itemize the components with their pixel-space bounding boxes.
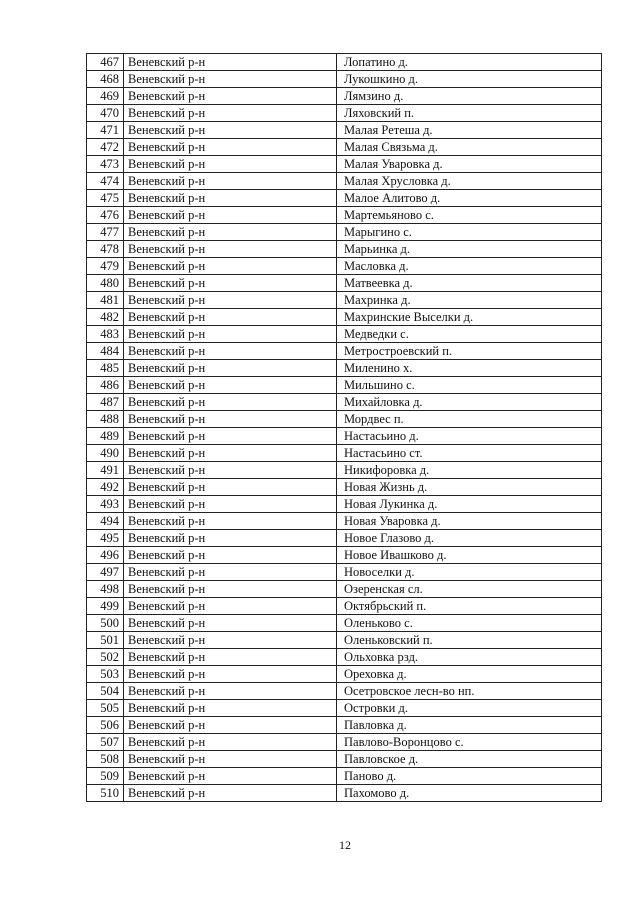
table-row [87, 207, 602, 224]
table-row [87, 122, 602, 139]
settlement-cell: Оленьково с. [337, 615, 602, 632]
table-row [87, 326, 602, 343]
row-number-cell: 495 [87, 530, 124, 547]
settlement-cell: Марыгино с. [337, 224, 602, 241]
table-row [87, 173, 602, 190]
table-row [87, 139, 602, 156]
table-row [87, 156, 602, 173]
settlement-cell: Лопатино д. [337, 54, 602, 71]
settlement-cell: Ореховка д. [337, 666, 602, 683]
table-row [87, 258, 602, 275]
settlement-cell: Михайловка д. [337, 394, 602, 411]
settlement-cell: Ольховка рзд. [337, 649, 602, 666]
settlement-cell: Никифоровка д. [337, 462, 602, 479]
row-number-cell: 492 [87, 479, 124, 496]
settlement-cell: Миленино х. [337, 360, 602, 377]
district-cell: Веневский р-н [124, 139, 337, 156]
row-number-cell: 477 [87, 224, 124, 241]
settlement-cell: Настасьино ст. [337, 445, 602, 462]
district-cell: Веневский р-н [124, 615, 337, 632]
settlement-cell: Новоселки д. [337, 564, 602, 581]
district-cell: Веневский р-н [124, 224, 337, 241]
table-row [87, 190, 602, 207]
district-cell: Веневский р-н [124, 547, 337, 564]
row-number-cell: 481 [87, 292, 124, 309]
row-number-cell: 497 [87, 564, 124, 581]
table-row [87, 105, 602, 122]
settlement-cell: Малое Алитово д. [337, 190, 602, 207]
row-number-cell: 471 [87, 122, 124, 139]
row-number-cell: 504 [87, 683, 124, 700]
settlement-cell: Мильшино с. [337, 377, 602, 394]
table-row [87, 632, 602, 649]
district-cell: Веневский р-н [124, 156, 337, 173]
table-row [87, 462, 602, 479]
row-number-cell: 474 [87, 173, 124, 190]
row-number-cell: 482 [87, 309, 124, 326]
district-cell: Веневский р-н [124, 88, 337, 105]
row-number-cell: 485 [87, 360, 124, 377]
row-number-cell: 496 [87, 547, 124, 564]
page-number: 12 [339, 838, 351, 852]
row-number-cell: 483 [87, 326, 124, 343]
district-cell: Веневский р-н [124, 717, 337, 734]
settlement-cell: Малая Ретеша д. [337, 122, 602, 139]
row-number-cell: 489 [87, 428, 124, 445]
settlement-cell: Махринские Выселки д. [337, 309, 602, 326]
row-number-cell: 469 [87, 88, 124, 105]
row-number-cell: 498 [87, 581, 124, 598]
district-cell: Веневский р-н [124, 190, 337, 207]
table-row [87, 496, 602, 513]
settlement-cell: Новое Ивашково д. [337, 547, 602, 564]
table-row [87, 394, 602, 411]
row-number-cell: 501 [87, 632, 124, 649]
table-row [87, 309, 602, 326]
settlement-cell: Павлово-Воронцово с. [337, 734, 602, 751]
district-cell: Веневский р-н [124, 258, 337, 275]
table-row [87, 547, 602, 564]
row-number-cell: 480 [87, 275, 124, 292]
table-row [87, 751, 602, 768]
district-cell: Веневский р-н [124, 71, 337, 88]
district-cell: Веневский р-н [124, 54, 337, 71]
settlements-table-container [86, 53, 602, 802]
settlement-cell: Лукошкино д. [337, 71, 602, 88]
settlement-cell: Настасьино д. [337, 428, 602, 445]
table-row [87, 275, 602, 292]
district-cell: Веневский р-н [124, 411, 337, 428]
district-cell: Веневский р-н [124, 530, 337, 547]
district-cell: Веневский р-н [124, 734, 337, 751]
settlement-cell: Паново д. [337, 768, 602, 785]
district-cell: Веневский р-н [124, 122, 337, 139]
settlement-cell: Малая Хрусловка д. [337, 173, 602, 190]
table-row [87, 717, 602, 734]
settlement-cell: Оленьковский п. [337, 632, 602, 649]
row-number-cell: 478 [87, 241, 124, 258]
settlement-cell: Малая Уваровка д. [337, 156, 602, 173]
table-row [87, 428, 602, 445]
settlement-cell: Новая Уваровка д. [337, 513, 602, 530]
table-row [87, 768, 602, 785]
settlement-cell: Павловка д. [337, 717, 602, 734]
settlement-cell: Осетровское лесн-во нп. [337, 683, 602, 700]
row-number-cell: 505 [87, 700, 124, 717]
row-number-cell: 488 [87, 411, 124, 428]
settlement-cell: Островки д. [337, 700, 602, 717]
row-number-cell: 473 [87, 156, 124, 173]
table-row [87, 377, 602, 394]
district-cell: Веневский р-н [124, 428, 337, 445]
row-number-cell: 503 [87, 666, 124, 683]
row-number-cell: 506 [87, 717, 124, 734]
row-number-cell: 499 [87, 598, 124, 615]
district-cell: Веневский р-н [124, 207, 337, 224]
district-cell: Веневский р-н [124, 632, 337, 649]
settlement-cell: Пахомово д. [337, 785, 602, 802]
settlement-cell: Мордвес п. [337, 411, 602, 428]
table-row [87, 649, 602, 666]
district-cell: Веневский р-н [124, 785, 337, 802]
district-cell: Веневский р-н [124, 292, 337, 309]
row-number-cell: 507 [87, 734, 124, 751]
row-number-cell: 510 [87, 785, 124, 802]
district-cell: Веневский р-н [124, 513, 337, 530]
row-number-cell: 494 [87, 513, 124, 530]
district-cell: Веневский р-н [124, 479, 337, 496]
table-row [87, 224, 602, 241]
settlement-cell: Лямзино д. [337, 88, 602, 105]
row-number-cell: 493 [87, 496, 124, 513]
row-number-cell: 475 [87, 190, 124, 207]
table-row [87, 598, 602, 615]
settlement-cell: Октябрьский п. [337, 598, 602, 615]
district-cell: Веневский р-н [124, 649, 337, 666]
table-row [87, 292, 602, 309]
row-number-cell: 468 [87, 71, 124, 88]
table-body [87, 54, 602, 802]
table-row [87, 88, 602, 105]
district-cell: Веневский р-н [124, 275, 337, 292]
settlement-cell: Марьинка д. [337, 241, 602, 258]
row-number-cell: 500 [87, 615, 124, 632]
table-row [87, 411, 602, 428]
district-cell: Веневский р-н [124, 598, 337, 615]
district-cell: Веневский р-н [124, 564, 337, 581]
settlement-cell: Новое Глазово д. [337, 530, 602, 547]
district-cell: Веневский р-н [124, 360, 337, 377]
table-row [87, 513, 602, 530]
district-cell: Веневский р-н [124, 768, 337, 785]
row-number-cell: 487 [87, 394, 124, 411]
district-cell: Веневский р-н [124, 394, 337, 411]
table-row [87, 615, 602, 632]
table-row [87, 785, 602, 802]
table-row [87, 241, 602, 258]
table-row [87, 54, 602, 71]
district-cell: Веневский р-н [124, 326, 337, 343]
row-number-cell: 491 [87, 462, 124, 479]
row-number-cell: 486 [87, 377, 124, 394]
table-row [87, 564, 602, 581]
district-cell: Веневский р-н [124, 173, 337, 190]
district-cell: Веневский р-н [124, 581, 337, 598]
district-cell: Веневский р-н [124, 751, 337, 768]
row-number-cell: 472 [87, 139, 124, 156]
settlement-cell: Махринка д. [337, 292, 602, 309]
district-cell: Веневский р-н [124, 377, 337, 394]
settlements-table [86, 53, 602, 802]
district-cell: Веневский р-н [124, 700, 337, 717]
district-cell: Веневский р-н [124, 309, 337, 326]
table-row [87, 343, 602, 360]
settlement-cell: Матвеевка д. [337, 275, 602, 292]
settlement-cell: Озеренская сл. [337, 581, 602, 598]
settlement-cell: Новая Лукинка д. [337, 496, 602, 513]
row-number-cell: 476 [87, 207, 124, 224]
district-cell: Веневский р-н [124, 683, 337, 700]
settlement-cell: Павловское д. [337, 751, 602, 768]
table-row [87, 700, 602, 717]
table-row [87, 683, 602, 700]
row-number-cell: 508 [87, 751, 124, 768]
table-row [87, 360, 602, 377]
settlement-cell: Медведки с. [337, 326, 602, 343]
settlement-cell: Мартемьяново с. [337, 207, 602, 224]
row-number-cell: 509 [87, 768, 124, 785]
district-cell: Веневский р-н [124, 666, 337, 683]
row-number-cell: 484 [87, 343, 124, 360]
row-number-cell: 490 [87, 445, 124, 462]
row-number-cell: 467 [87, 54, 124, 71]
district-cell: Веневский р-н [124, 343, 337, 360]
settlement-cell: Малая Связьма д. [337, 139, 602, 156]
district-cell: Веневский р-н [124, 445, 337, 462]
table-row [87, 530, 602, 547]
table-row [87, 581, 602, 598]
settlement-cell: Метростроевский п. [337, 343, 602, 360]
settlement-cell: Ляховский п. [337, 105, 602, 122]
table-row [87, 479, 602, 496]
row-number-cell: 470 [87, 105, 124, 122]
table-row [87, 734, 602, 751]
row-number-cell: 502 [87, 649, 124, 666]
district-cell: Веневский р-н [124, 496, 337, 513]
table-row [87, 666, 602, 683]
row-number-cell: 479 [87, 258, 124, 275]
settlement-cell: Масловка д. [337, 258, 602, 275]
settlement-cell: Новая Жизнь д. [337, 479, 602, 496]
table-row [87, 445, 602, 462]
district-cell: Веневский р-н [124, 462, 337, 479]
district-cell: Веневский р-н [124, 105, 337, 122]
table-row [87, 71, 602, 88]
district-cell: Веневский р-н [124, 241, 337, 258]
